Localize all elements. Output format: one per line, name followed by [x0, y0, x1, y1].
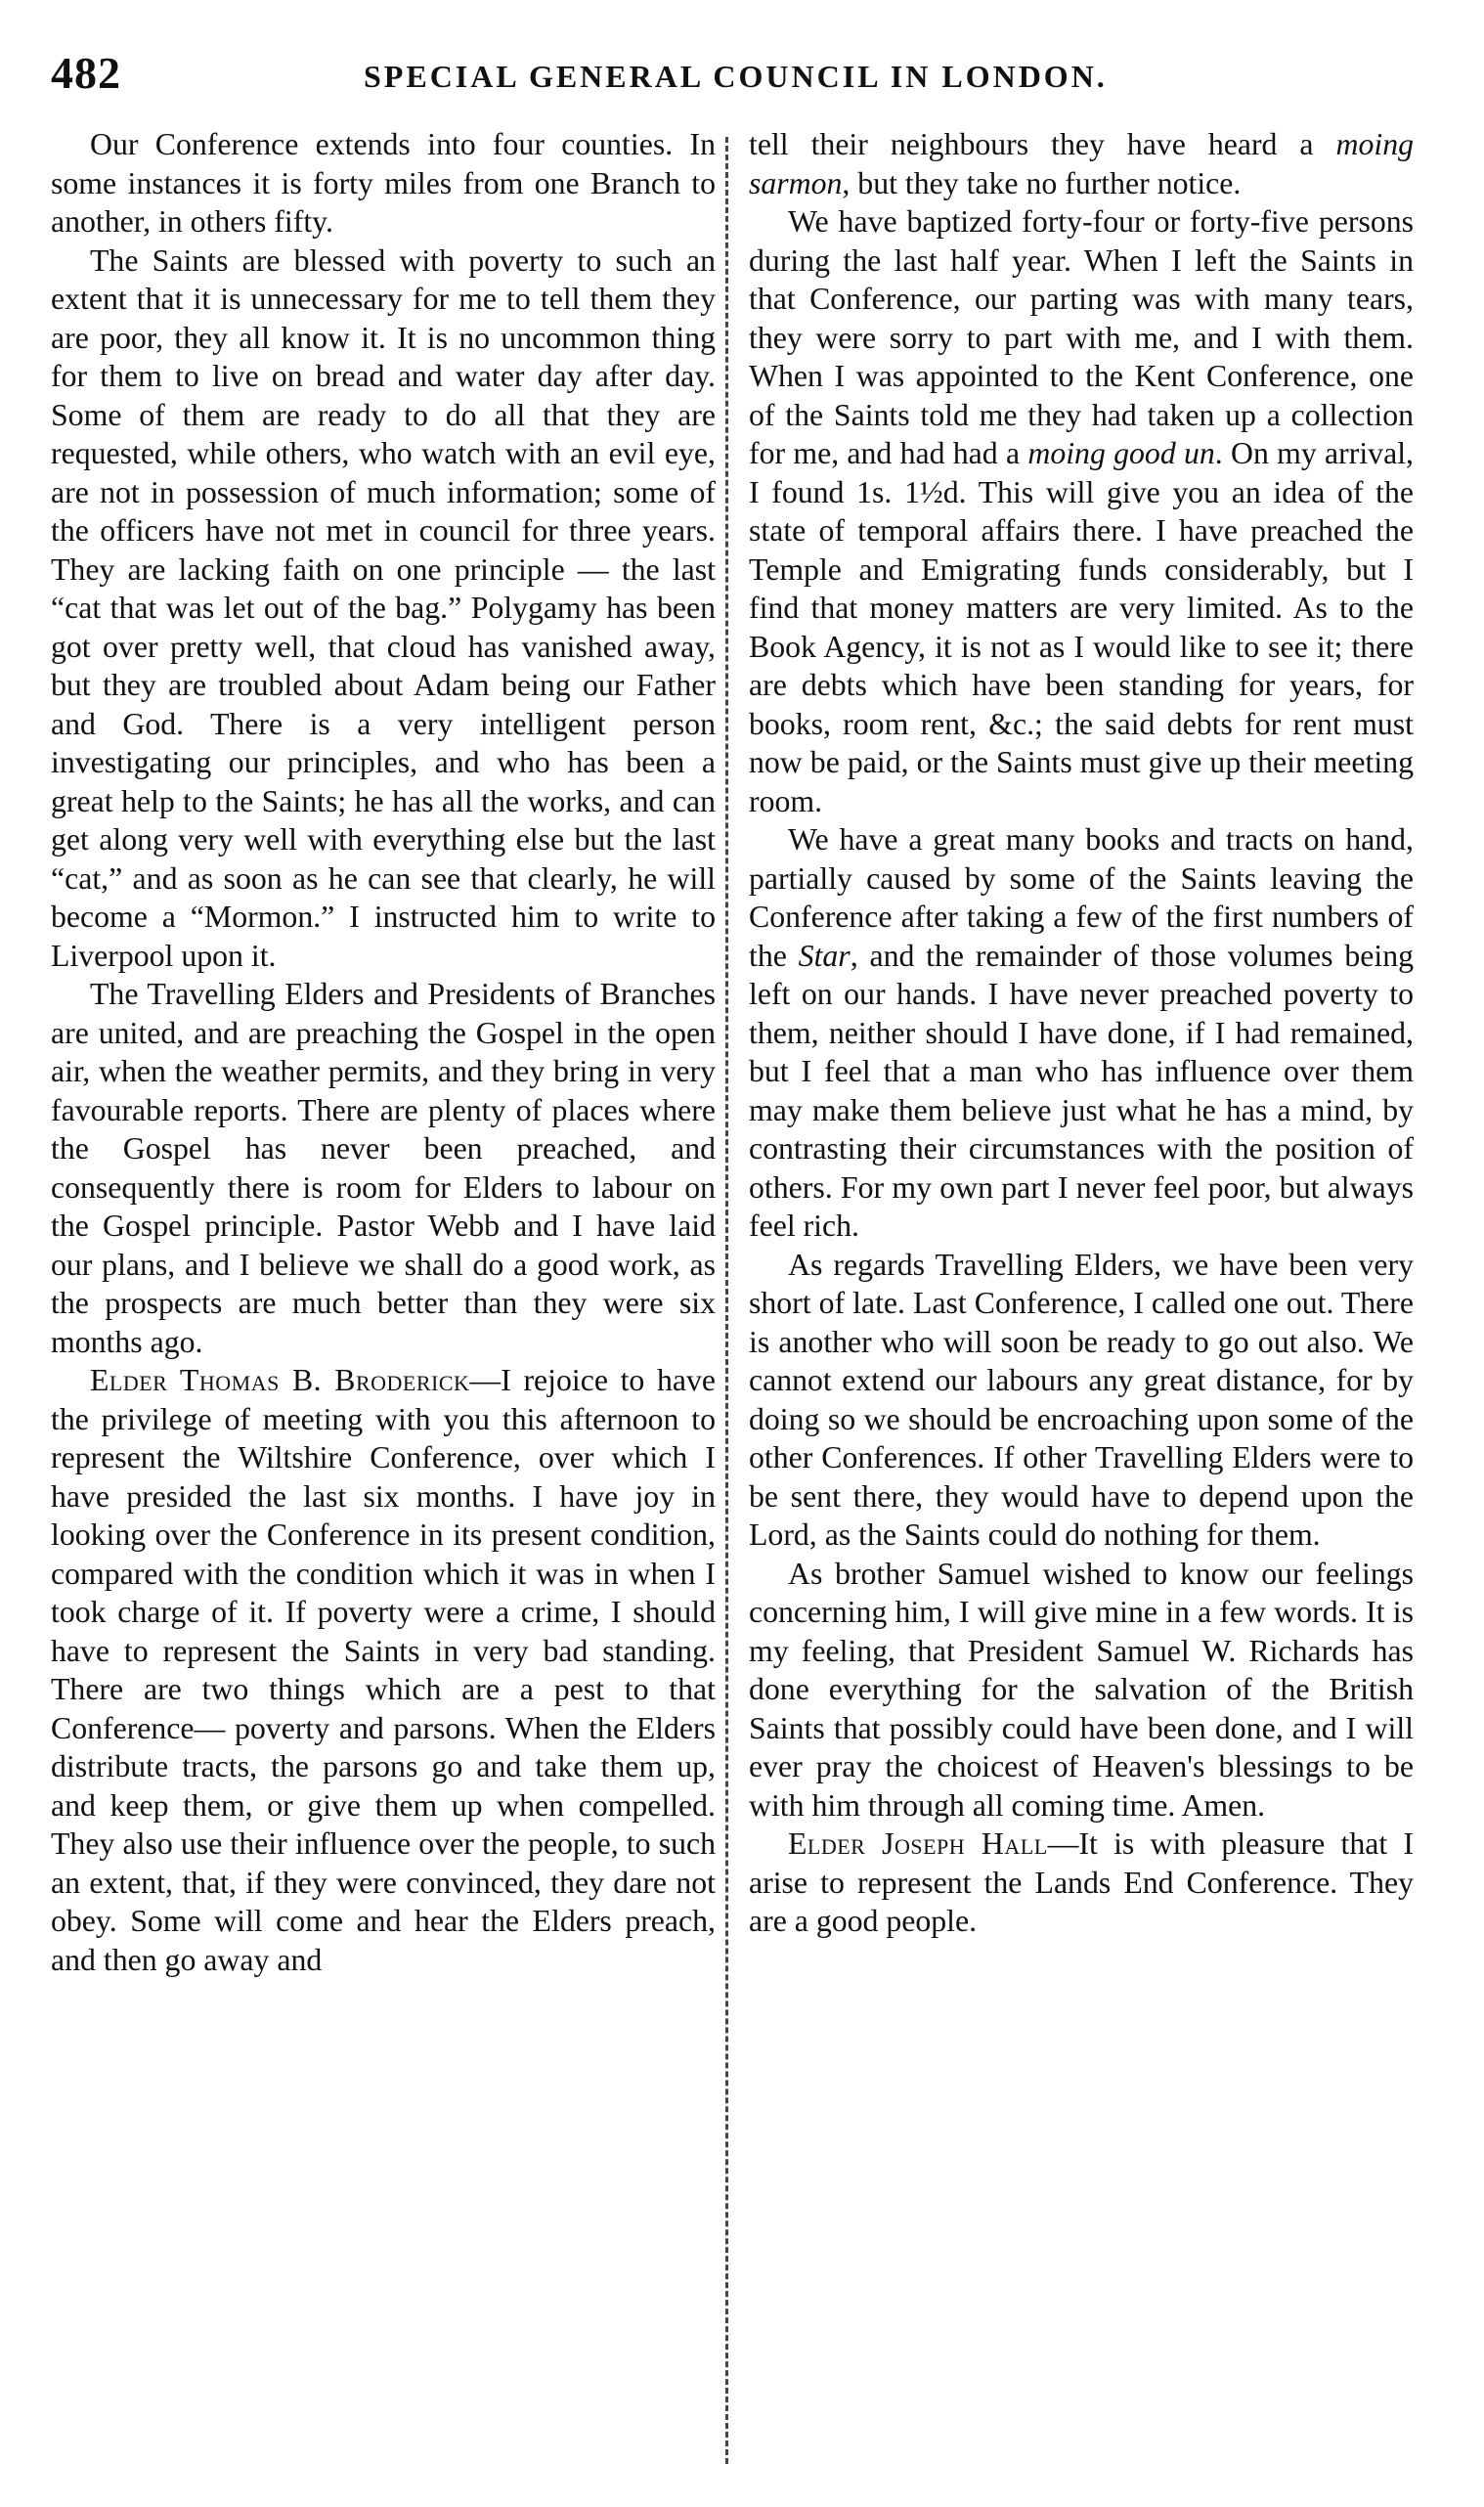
- paragraph: The Travelling Elders and Presidents of Branches are united, and are preaching the Gospel in the open air, when the weather permits, and they bring in very favourable reports. There are plenty of places where the Gospel has never been preached, and consequently there is room for Elders to labour on the Gospel principle. Pastor Webb and I have laid our plans, and I believe we shall do a good work, as the prospects are much better than they were six months ago.: [51, 977, 716, 1359]
- speech-text: —It is with pleasure that I arise to represent the Lands End Conference. They are a good people.: [749, 1826, 1414, 1938]
- speaker-name: Elder Joseph Hall: [788, 1826, 1048, 1861]
- left-column: [51, 125, 716, 2482]
- running-title: SPECIAL GENERAL COUNCIL IN LONDON.: [364, 59, 1108, 94]
- paragraph: [749, 820, 1414, 1246]
- italic-text: moing good un: [1027, 436, 1215, 470]
- page-number: 482: [51, 48, 121, 98]
- page-header: [51, 47, 1429, 115]
- paragraph: [749, 1825, 1414, 1941]
- text-run: , and the remainder of those volumes being left on our hands. I have never preached poverty to them, neither should I have done, if I had remained, but I feel that a man who has influence over them may make them believe just what he has a mind, by contrasting their circumstances with the position of others. For my own part I never feel poor, but always feel rich.: [749, 938, 1414, 1243]
- paragraph: As brother Samuel wished to know our feelings concerning him, I will give mine in a few words. It is my feeling, that President Samuel W. Richards has done everything for the salvation of the British Saints that possibly could have been done, and I will ever pray the choicest of Heaven's blessings to be with him through all coming time. Amen.: [749, 1556, 1414, 1823]
- text-run: tell their neighbours they have heard a: [749, 127, 1336, 161]
- paragraph: As regards Travelling Elders, we have been very short of late. Last Conference, I called one out. There is another who will soon be ready to go out also. We cannot extend our labours any great distance, for by doing so we should be encroaching upon some of the other Conferences. If other Travelling Elders were to be sent there, they would have to depend upon the Lord, as the Saints could do nothing for them.: [749, 1247, 1414, 1552]
- text-run: . On my arrival, I found 1s. 1½d. This will give you an idea of the state of temporal affairs there. I have preached the Temple and Emigrating funds considerably, but I find that money matters are very limited. As to the Book Agency, it is not as I would like to see it; there are debts which have been standing for years, for books, room rent, &c.; the said debts for rent must now be paid, or the Saints must give up their meeting room.: [749, 436, 1414, 818]
- paragraph: [51, 1361, 716, 1979]
- text-run: We have a great many books and tracts on hand, partially caused by some of the Saints leaving the Conference after taking a few of the first numbers of the: [749, 822, 1414, 973]
- paragraph: [749, 202, 1414, 820]
- right-column: [749, 125, 1414, 2482]
- speaker-name: Elder Thomas B. Broderick: [90, 1363, 470, 1397]
- speech-text: —I rejoice to have the privilege of meeting with you this afternoon to represent the Wiltshire Conference, over which I have presided the last six months. I have joy in looking over the Conference in its present condition, compared with the condition which it was in when I took charge of it. If poverty were a crime, I should have to represent the Saints in very bad standing. There are two things which are a pest to that Conference— poverty and parsons. When the Elders distribute tracts, the parsons go and take them up, and keep them, or give them up when compelled. They also use their influence over the people, to such an extent, that, if they were convinced, they dare not obey. Some will come and hear the Elders preach, and then go away and: [51, 1363, 716, 1977]
- paragraph: Our Conference extends into four counties. In some instances it is forty miles from one Branch to another, in others fifty.: [51, 127, 716, 239]
- italic-text: moing sarmon: [749, 127, 1414, 200]
- paragraph: [749, 125, 1414, 202]
- column-divider: [725, 137, 728, 2464]
- text-run: We have baptized forty-four or forty-five persons during the last half year. When I left the Saints in that Conference, our parting was with many tears, they were sorry to part with me, and I with them. When I was appointed to the Kent Conference, one of the Saints told me they had taken up a collection for me, and had had a: [749, 204, 1414, 470]
- paragraph: The Saints are blessed with poverty to such an extent that it is unnecessary for me to tell them they are poor, they all know it. It is no uncommon thing for them to live on bread and water day after day. Some of them are ready to do all that they are requested, while others, who watch with an evil eye, are not in possession of much information; some of the officers have not met in council for three years. They are lacking faith on one principle — the last “cat that was let out of the bag.” Polygamy has been got over pretty well, that cloud has vanished away, but they are troubled about Adam being our Father and God. There is a very intelligent person investigating our principles, and who has been a great help to the Saints; he has all the works, and can get along very well with everything else but the last “cat,” and as soon as he can see that clearly, he will become a “Mormon.” I instructed him to write to Liverpool upon it.: [51, 242, 716, 973]
- text-run: , but they take no further notice.: [842, 165, 1242, 200]
- italic-text: Star: [798, 938, 851, 973]
